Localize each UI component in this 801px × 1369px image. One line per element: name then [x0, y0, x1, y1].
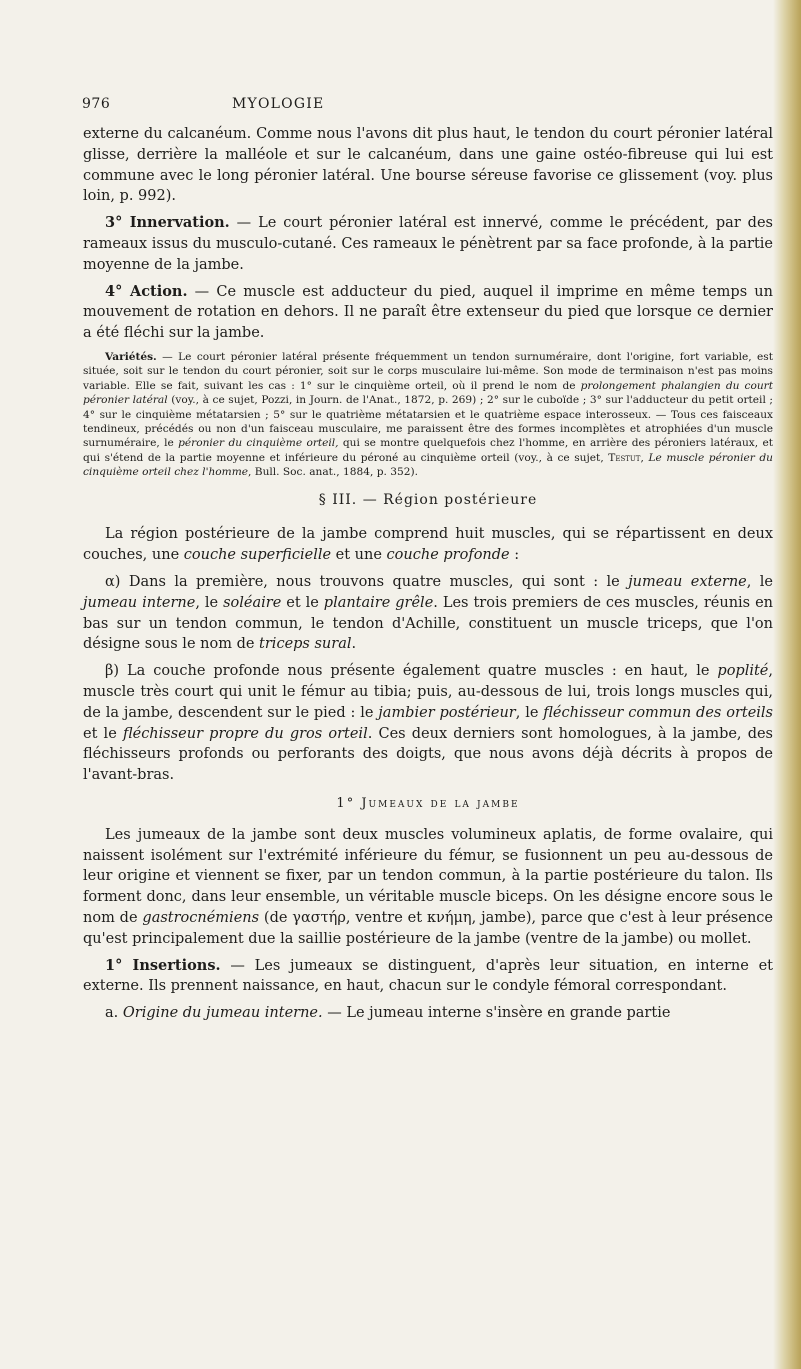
- paragraph-jumeaux: Les jumeaux de la jambe sont deux muscles volumineux aplatis, de forme ovalaire, qui naissent isolément sur l'extrémité inférieure du fémur, se fusionnent un peu au-dessous de leur origine et viennent se fixer, par un tendon commun, à la partie postérieure du talon. Ils forment donc, dans leur ensemble, un véritable muscle biceps. On les désigne encore sous le nom de gastrocnémiens (de γαστήρ, ventre et κνήμη, jambe), parce que c'est à leur présence qu'est principalement due la saillie postérieure de la jambe (ventre de la jambe) ou mollet.: [83, 826, 773, 947]
- action-heading: 4° Action.: [105, 282, 188, 300]
- running-title: MYOLOGIE: [232, 96, 325, 112]
- varietes-heading: Variétés.: [105, 350, 157, 363]
- paragraph-alpha: α) Dans la première, nous trouvons quatre muscles, qui sont : le jumeau externe, le jumeau interne, le soléaire et le plantaire grêle. Les trois premiers de ces muscles, réunis en bas sur un tendon commun, le tendon d'Achille, constituent un muscle triceps, que l'on désigne sous le nom de triceps sural.: [83, 574, 774, 653]
- paragraph-innervation: 3° Innervation. — Le court péronier latéral est innervé, comme le précédent, par des rameaux issus du musculo-cutané. Ces rameaux le pénètrent par sa face profonde, à la partie moyenne de la jambe.: [83, 214, 773, 273]
- section-heading: § III. — Région postérieure: [318, 491, 538, 508]
- innervation-heading: 3° Innervation.: [105, 214, 230, 232]
- page-edge-shadow: [773, 0, 801, 1369]
- paragraph-insertions: 1° Insertions. — Les jumeaux se distinguent, d'après leur situation, en interne et externe. Ils prennent naissance, en haut, chacun sur le condyle fémoral correspondant.: [83, 956, 773, 995]
- page-number: 976: [82, 96, 111, 112]
- paragraph-beta: β) La couche profonde nous présente également quatre muscles : en haut, le poplité, muscle très court qui unit le fémur au tibia; puis, au-dessous de lui, trois longs muscles qui, de la jambe, descendent sur le pied : le jambier postérieur, le fléchisseur commun des orteils et le fléchisseur propre du gros orteil. Ces deux derniers sont homologues, à la jambe, des fléchisseurs profonds ou perforants des doigts, que nous avons déjà décrits à propos de l'avant-bras.: [83, 663, 773, 784]
- page-body: [83, 124, 773, 1030]
- paragraph-tendon-continuation: externe du calcanéum. Comme nous l'avons dit plus haut, le tendon du court péronier latéral glisse, derrière la malléole et sur le calcanéum, dans une gaine ostéo-fibreuse qui lui est commune avec le long péronier latéral. Une bourse séreuse favorise ce glissement (voy. plus loin, p. 992).: [83, 126, 773, 205]
- insertions-heading: 1° Insertions.: [105, 956, 221, 974]
- paragraph-origine: a. Origine du jumeau interne. — Le jumeau interne s'insère en grande partie: [105, 1005, 671, 1022]
- paragraph-action: 4° Action. — Ce muscle est adducteur du pied, auquel il imprime en même temps un mouvement de rotation en dehors. Il ne paraît être extenseur du pied que lorsque ce dernier a été fléchi sur la jambe.: [83, 282, 773, 342]
- paragraph-varietes: Variétés. — Le court péronier latéral présente fréquemment un tendon surnuméraire, dont l'origine, fort variable, est située, soit sur le tendon du court péronier, soit sur le corps musculaire lui-même. Son mode de terminaison n'est pas moins variable. Elle se fait, suivant les cas : 1° sur le cinquième orteil, où il prend le nom de prolongement phalangien du court péronier latéral (voy., à ce sujet, Pozzi, in Journ. de l'Anat., 1872, p. 269) ; 2° sur le cuboïde ; 3° sur l'adducteur du petit orteil ; 4° sur le cinquième métatarsien ; 5° sur le quatrième métatarsien et le quatrième espace interosseux. — Tous ces faisceaux tendineux, précédés ou non d'un faisceau musculaire, me paraissent être des formes incomplètes et atrophiées d'un muscle surnuméraire, le péronier du cinquième orteil, qui se montre quelquefois chez l'homme, en arrière des péroniers latéraux, et qui s'étend de la partie moyenne et inférieure du péroné au cinquième orteil (voy., à ce sujet, Testut, Le muscle péronier du cinquième orteil chez l'homme, Bull. Soc. anat., 1884, p. 352).: [83, 350, 773, 479]
- subsection-heading: 1° Jumeaux de la jambe: [336, 795, 520, 811]
- paragraph-region-intro: La région postérieure de la jambe comprend huit muscles, qui se répartissent en deux couches, une couche superficielle et une couche profonde :: [83, 526, 773, 564]
